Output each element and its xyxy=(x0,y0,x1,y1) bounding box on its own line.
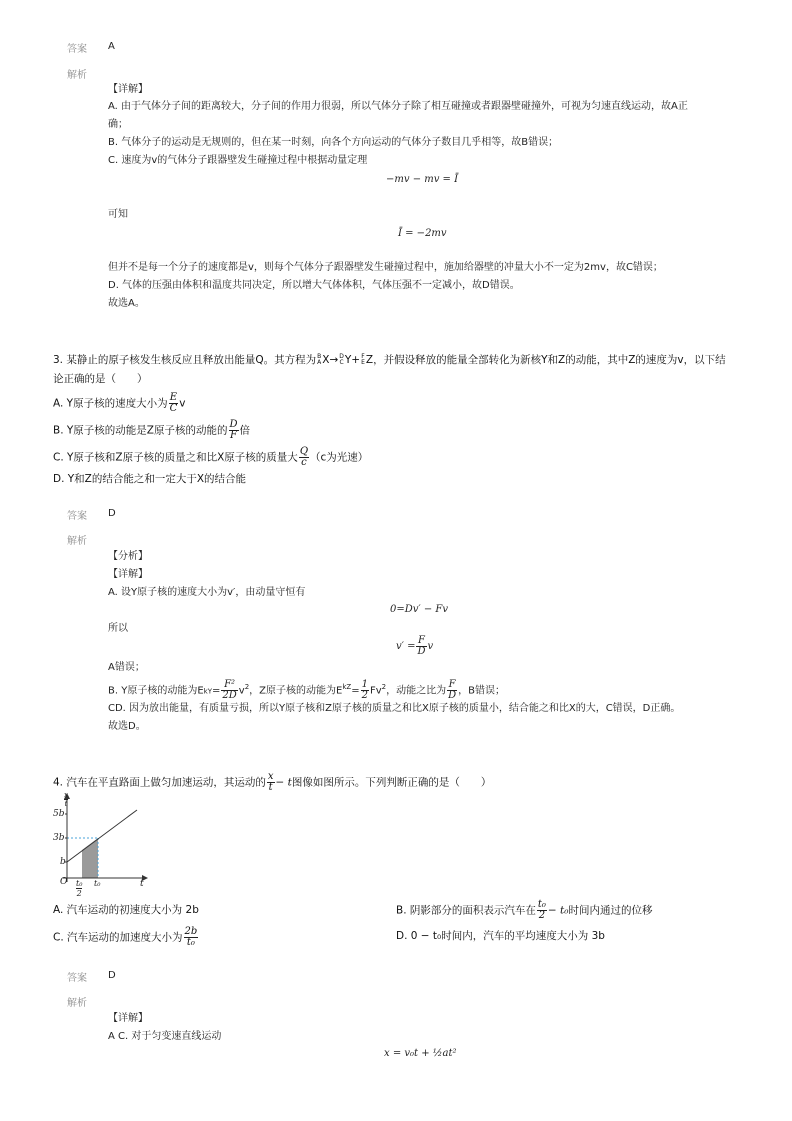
y-axis-label: x t xyxy=(64,791,68,808)
question-3-option-b[interactable]: B. Y原子核的动能是Z原子核的动能的 $\frac{D}{F}$ 倍 xyxy=(53,419,251,441)
option-b-analysis: B. 气体分子的运动是无规则的，但在某一时刻，向各个方向运动的气体分子数目几乎相等，故B错误； xyxy=(108,137,559,148)
analysis-label: 解析 xyxy=(67,536,87,547)
option-a-wrong: A错误； xyxy=(108,662,145,673)
answer-label: 答案 xyxy=(67,511,87,522)
equation-impulse-result: Ī = −2mv xyxy=(398,228,447,239)
equation-displacement: x = v₀t + ½at² xyxy=(384,1048,457,1059)
answer-value: D xyxy=(108,508,116,519)
equation-impulse: −mv − mv = Ī xyxy=(386,174,459,185)
question-3-stem-cont: 论正确的是（ ） xyxy=(53,373,148,385)
equation-momentum: 0=Dv′ − Fv xyxy=(390,604,449,615)
answer-value: A xyxy=(108,41,115,52)
origin-label: O xyxy=(60,877,68,887)
option-d-analysis: D. 气体的压强由体积和温度共同决定，所以增大气体体积，气体压强不一定减小，故D错误。 xyxy=(108,280,520,291)
question-4-option-b[interactable]: B. 阴影部分的面积表示汽车在 $\frac{\text{t₀}}{2}$ − t₀时间内通过的位移 xyxy=(396,899,653,921)
question-3-option-a[interactable]: A. Y原子核的速度大小为 $\frac{E}{C}$ v xyxy=(53,392,186,414)
option-cd-analysis: CD. 因为放出能量，有质量亏损，所以Y原子核和Z原子核的质量之和比X原子核的质量小，结合能之和比X的大，C错误，D正确。 xyxy=(108,703,681,714)
option-b-analysis: B. Y原子核的动能为EkY= $\frac{\text{F²}}{2D}$ $v^2$，Z原子核的动能为$E^{kZ}=$ $\frac{1}{2}$ Fv$^2$，动能之比为 $\frac{F}{D}$ ，B错误； xyxy=(108,679,506,701)
xt-t-graph xyxy=(53,790,153,895)
question-4-option-c[interactable]: C. 汽车运动的加速度大小为 $\frac{2b}{\text{t₀}}$ xyxy=(53,926,198,948)
option-a-analysis: A. 由于气体分子间的距离较大，分子间的作用力很弱，所以气体分子除了相互碰撞或者跟器壁碰撞外，可视为匀速直线运动，故A正 xyxy=(108,101,688,112)
detail-heading: 【详解】 xyxy=(108,1013,148,1024)
question-3-stem: 3. 某静止的原子核发生核反应且释放出能量Q。其方程为 B A X→ D C Y+ F E Z，并假设释放的能量全部转化为新核Y和Z的动能，其中Z的速度为v，以下结 xyxy=(53,353,726,366)
x-axis-label: t xyxy=(140,879,144,889)
answer-label: 答案 xyxy=(67,973,87,984)
analyze-heading: 【分析】 xyxy=(108,551,148,562)
kezhi-text: 可知 xyxy=(108,209,128,220)
answer-value: D xyxy=(108,970,116,981)
y-tick-5b: 5b xyxy=(53,809,65,819)
question-3-option-c[interactable]: C. Y原子核和Z原子核的质量之和比X原子核的质量大 $\frac{Q}{c}$ （c为光速） xyxy=(53,446,369,468)
question-3-option-d[interactable]: D. Y和Z的结合能之和一定大于X的结合能 xyxy=(53,473,247,485)
y-tick-3b: 3b xyxy=(53,833,65,843)
y-tick-b: b xyxy=(60,857,66,867)
option-c-analysis: C. 速度为v的气体分子跟器壁发生碰撞过程中根据动量定理 xyxy=(108,155,368,166)
option-a-analysis: A. 设Y原子核的速度大小为v′，由动量守恒有 xyxy=(108,587,306,598)
choose-text: 故选D。 xyxy=(108,721,146,732)
detail-heading: 【详解】 xyxy=(108,569,148,580)
option-a-analysis-cont: 确； xyxy=(108,119,128,130)
option-c-analysis-cont: 但并不是每一个分子的速度都是v，则每个气体分子跟器壁发生碰撞过程中，施加给器壁的冲量大小不一定为2mv，故C错误； xyxy=(108,262,663,273)
suoyi-text: 所以 xyxy=(108,623,128,634)
question-4-option-a[interactable]: A. 汽车运动的初速度大小为 2b xyxy=(53,904,199,916)
equation-velocity: v′ = $\frac{F}{D}$ v xyxy=(396,635,434,657)
detail-heading: 【详解】 xyxy=(108,84,148,95)
choose-text: 故选A。 xyxy=(108,298,145,309)
question-4-stem: 4. 汽车在平直路面上做匀加速运动，其运动的 $\frac{x}{t}$ − t图像如图所示。下列判断正确的是（ ） xyxy=(53,771,492,793)
analysis-label: 解析 xyxy=(67,998,87,1009)
question-4-option-d[interactable]: D. 0 − t₀时间内，汽车的平均速度大小为 3b xyxy=(396,930,605,942)
option-ac-analysis: A C. 对于匀变速直线运动 xyxy=(108,1031,222,1042)
data-line xyxy=(67,810,137,862)
x-tick-half-t0: t₀ 2 xyxy=(76,879,83,898)
analysis-label: 解析 xyxy=(67,70,87,81)
shaded-area xyxy=(82,838,98,878)
answer-label: 答案 xyxy=(67,44,87,55)
x-tick-t0: t₀ xyxy=(94,879,101,888)
